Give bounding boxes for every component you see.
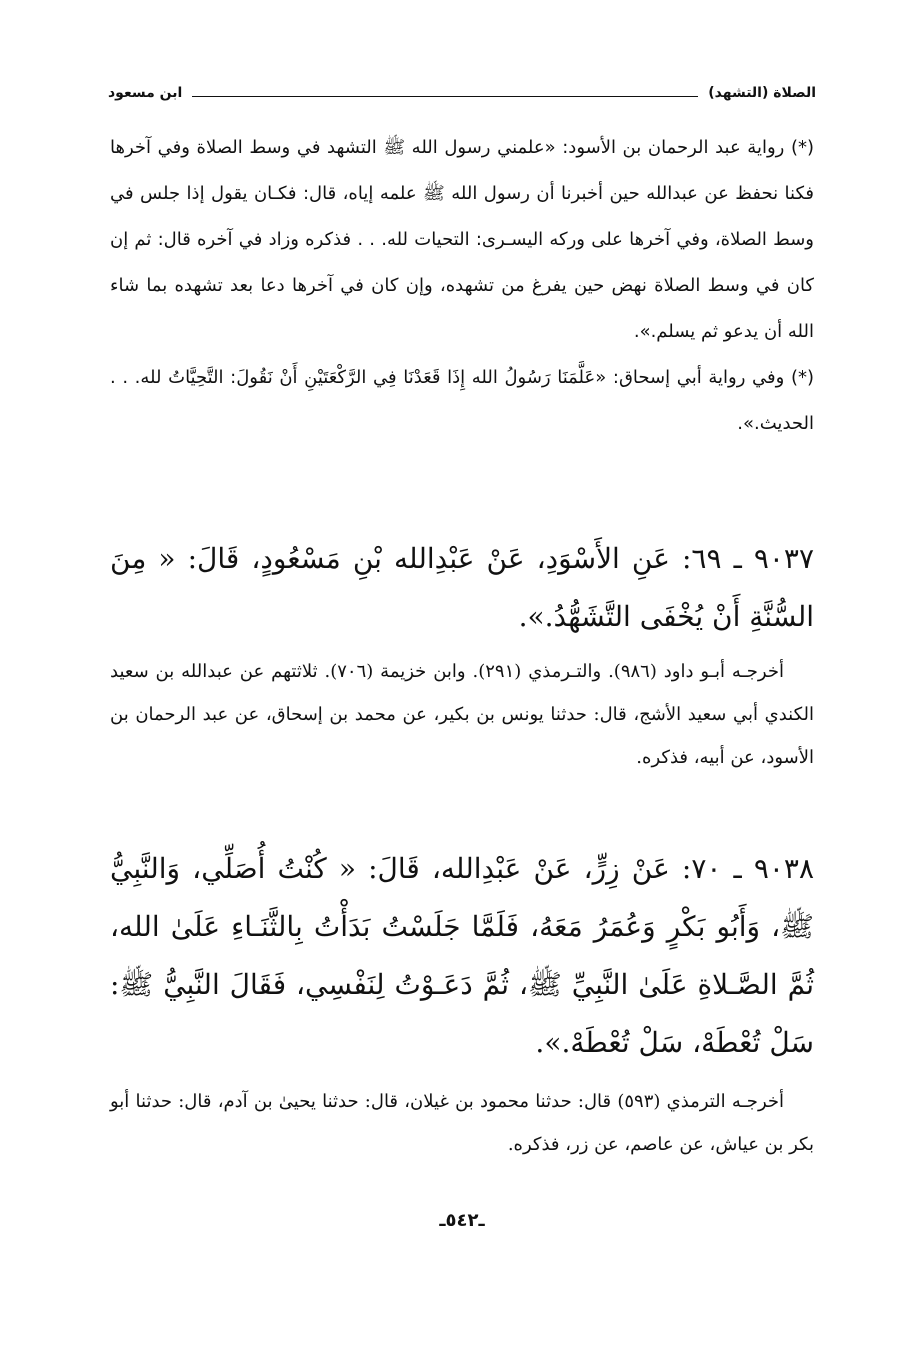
takhrij-text xyxy=(110,650,814,779)
footnote-paragraph: (*) وفي رواية أبي إسحاق: «عَلَّمَنَا رَسُولُ الله إِذَا قَعَدْنَا فِي الرَّكْعَتَيْنِ أَنْ نَقُولَ: التَّحِيَّاتُ لله. . . الحديث.». xyxy=(110,367,814,434)
takhrij-paragraph: أخرجـه الترمذي (٥٩٣) قال: حدثنا محمود بن غيلان، قال: حدثنا يحيىٰ بن آدم، قال: حدثنا أبو بكر بن عياش، عن عاصم، عن زر، فذكره. xyxy=(110,1091,814,1155)
takhrij-paragraph: أخرجـه أبـو داود (٩٨٦). والتـرمذي (٢٩١). وابن خزيمة (٧٠٦). ثلاثتهم عن عبدالله بن سعيد الكندي أبي سعيد الأشج، قال: حدثنا يونس بن بكير، عن محمد بن إسحاق، عن عبد الرحمان بن الأسود، عن أبيه، فذكره. xyxy=(110,661,814,768)
takhrij-text xyxy=(110,1080,814,1166)
hadith-paragraph: ٩٠٣٧ ـ ٦٩: عَنِ الأَسْوَدِ، عَنْ عَبْدِالله بْنِ مَسْعُودٍ، قَالَ: « مِنَ السُّنَّةِ أَنْ يُخْفَى التَّشَهُّدُ.». xyxy=(110,542,814,633)
page-number: ـ٥٤٢ـ xyxy=(439,1210,485,1231)
hadith-text xyxy=(110,840,814,1072)
header-rule xyxy=(192,96,698,97)
footnote-block xyxy=(110,125,814,447)
chapter-title: الصلاة (التشهد) xyxy=(708,85,816,101)
footnote-paragraph: (*) رواية عبد الرحمان بن الأسود: «علمني رسول الله ﷺ التشهد في وسط الصلاة وفي آخرها فكنا نحفظ عن عبدالله حين أخبرنا أن رسول الله ﷺ علمه إياه، قال: فكـان يقول إذا جلس في وسط الصلاة، وفي آخرها على وركه اليسـرى: التحيات لله. . . فذكره وزاد في آخره قال: ثم إن كان في وسط الصلاة نهض حين يفرغ من تشهده، وإن كان في آخرها دعا بعد تشهده بما شاء الله أن يدعو ثم يسلم.». xyxy=(110,137,814,342)
hadith-text xyxy=(110,530,814,646)
author-name: ابن مسعود xyxy=(108,85,183,101)
running-header xyxy=(108,78,816,108)
hadith-paragraph: ٩٠٣٨ ـ ٧٠: عَنْ زِرٍّ، عَنْ عَبْدِالله، قَالَ: « كُنْتُ أُصَلِّي، وَالنَّبِيُّ ﷺ، وَأَبُو بَكْرٍ وَعُمَرُ مَعَهُ، فَلَمَّا جَلَسْتُ بَدَأْتُ بِالثَّنَـاءِ عَلَىٰ الله، ثُمَّ الصَّـلاةِ عَلَىٰ النَّبِيِّ ﷺ، ثُمَّ دَعَـوْتُ لِنَفْسِي، فَقَالَ النَّبِيُّ ﷺ: سَلْ تُعْطَهْ، سَلْ تُعْطَهْ.». xyxy=(110,852,814,1059)
